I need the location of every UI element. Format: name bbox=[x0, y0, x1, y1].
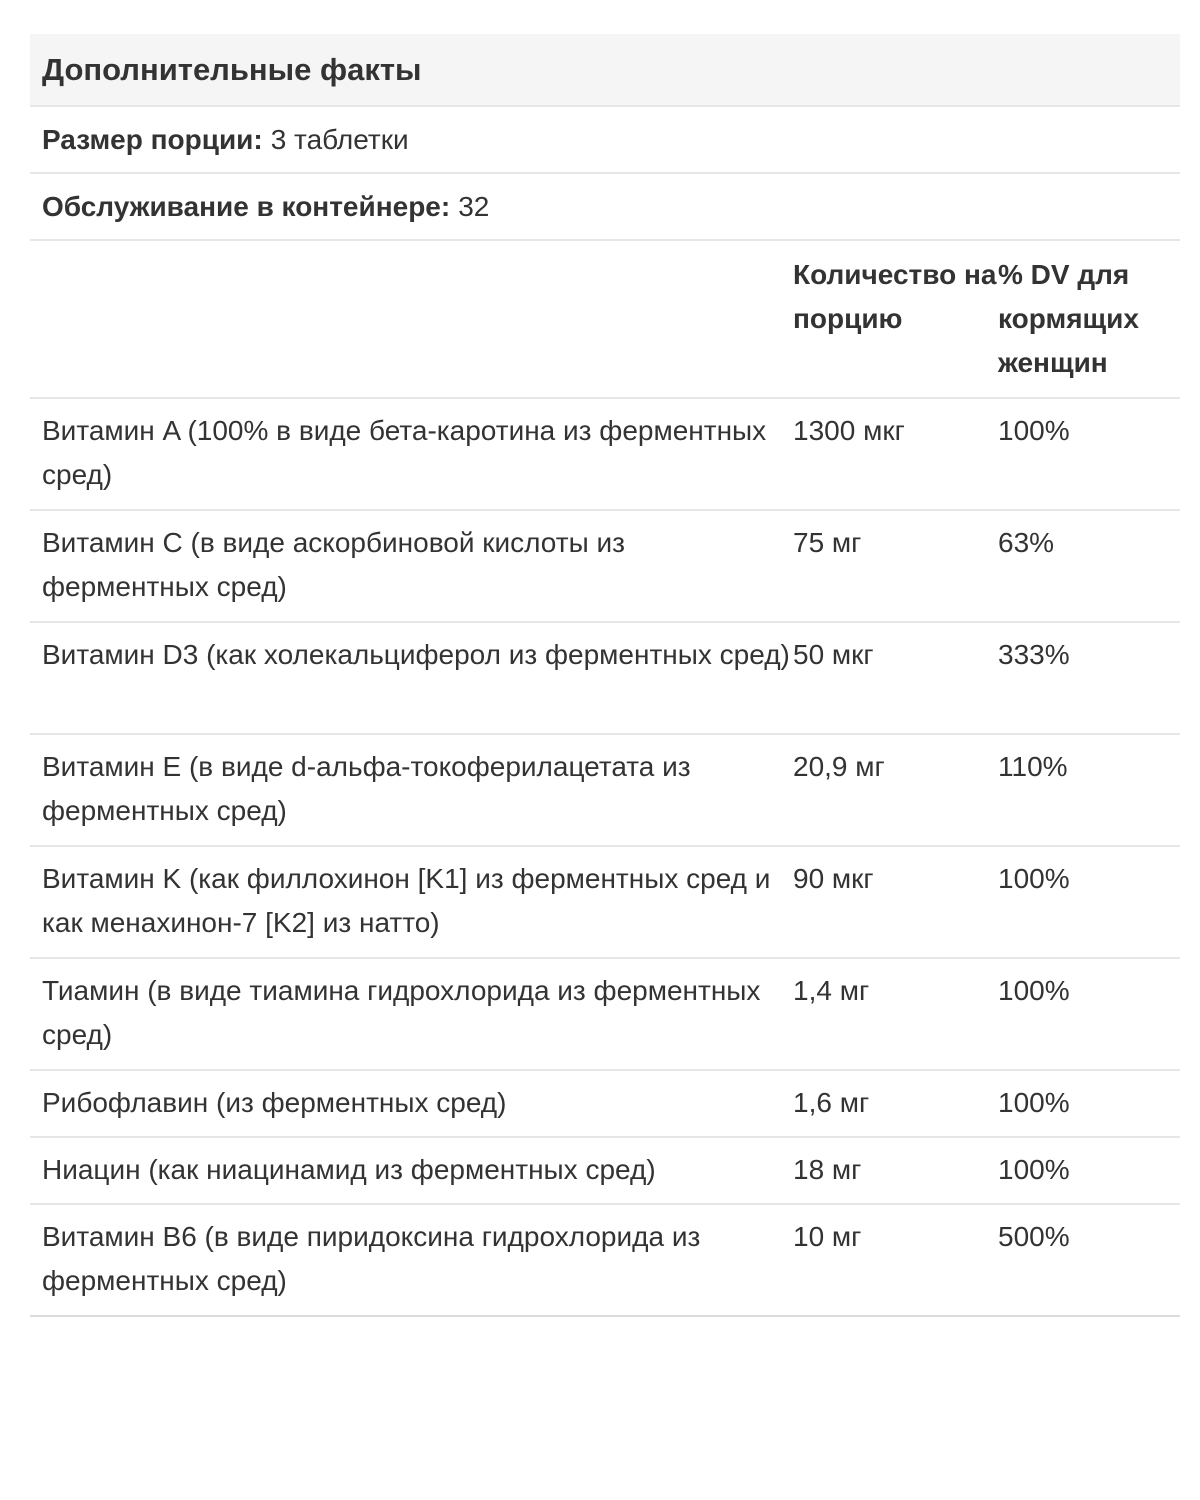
nutrient-dv: 333% bbox=[998, 639, 1070, 670]
serving-size-label: Размер порции: bbox=[42, 123, 263, 155]
nutrient-name: Витамин A (100% в виде бета-каротина из ферментных сред) bbox=[42, 415, 767, 490]
table-row bbox=[30, 1138, 1180, 1205]
nutrient-amount: 75 мг bbox=[793, 527, 862, 558]
table-row bbox=[30, 511, 1180, 623]
nutrient-dv: 110% bbox=[998, 751, 1068, 782]
nutrient-amount: 20,9 мг bbox=[793, 751, 885, 782]
nutrient-name: Витамин D3 (как холекальциферол из ферментных сред) bbox=[42, 639, 790, 670]
nutrient-dv: 500% bbox=[998, 1221, 1070, 1252]
table-header-row bbox=[30, 241, 1180, 399]
servings-per-container-row bbox=[30, 174, 1180, 241]
nutrient-name: Витамин C (в виде аскорбиновой кислоты из ферментных сред) bbox=[42, 527, 625, 602]
nutrient-amount: 1300 мкг bbox=[793, 415, 905, 446]
table-row bbox=[30, 623, 1180, 735]
nutrient-dv: 100% bbox=[998, 415, 1070, 446]
nutrient-dv: 63% bbox=[998, 527, 1055, 558]
nutrient-amount: 90 мкг bbox=[793, 863, 874, 894]
table-row bbox=[30, 959, 1180, 1071]
nutrient-dv: 100% bbox=[998, 1154, 1070, 1185]
nutrient-name: Ниацин (как ниацинамид из ферментных сред) bbox=[42, 1154, 656, 1185]
nutrient-amount: 18 мг bbox=[793, 1154, 862, 1185]
nutrient-amount: 50 мкг bbox=[793, 639, 874, 670]
nutrient-dv: 100% bbox=[998, 863, 1070, 894]
nutrient-dv: 100% bbox=[998, 975, 1070, 1006]
facts-title: Дополнительные факты bbox=[30, 34, 1180, 107]
nutrient-name: Витамин B6 (в виде пиридоксина гидрохлорида из ферментных сред) bbox=[42, 1221, 701, 1296]
header-dv: % DV для кормящих женщин bbox=[998, 259, 1139, 378]
header-name-cell bbox=[30, 253, 793, 397]
header-amount: Количество на порцию bbox=[793, 259, 997, 334]
nutrient-amount: 1,6 мг bbox=[793, 1087, 870, 1118]
nutrient-amount: 1,4 мг bbox=[793, 975, 870, 1006]
table-row bbox=[30, 1071, 1180, 1138]
nutrient-amount: 10 мг bbox=[793, 1221, 862, 1252]
nutrient-dv: 100% bbox=[998, 1087, 1070, 1118]
nutrient-name: Витамин E (в виде d-альфа-токоферилацетата из ферментных сред) bbox=[42, 751, 691, 826]
table-row bbox=[30, 847, 1180, 959]
serving-size-value: 3 таблетки bbox=[270, 123, 409, 155]
servings-per-container-value: 32 bbox=[458, 190, 490, 222]
nutrient-name: Тиамин (в виде тиамина гидрохлорида из ферментных сред) bbox=[42, 975, 761, 1050]
nutrient-name: Рибофлавин (из ферментных сред) bbox=[42, 1087, 507, 1118]
supplement-facts-table bbox=[30, 34, 1180, 1317]
nutrient-name: Витамин K (как филлохинон [K1] из ферментных сред и как менахинон-7 [K2] из натто) bbox=[42, 863, 771, 938]
table-row bbox=[30, 1205, 1180, 1317]
table-row bbox=[30, 399, 1180, 511]
serving-size-row bbox=[30, 107, 1180, 174]
servings-per-container-label: Обслуживание в контейнере: bbox=[42, 190, 451, 222]
table-row bbox=[30, 735, 1180, 847]
